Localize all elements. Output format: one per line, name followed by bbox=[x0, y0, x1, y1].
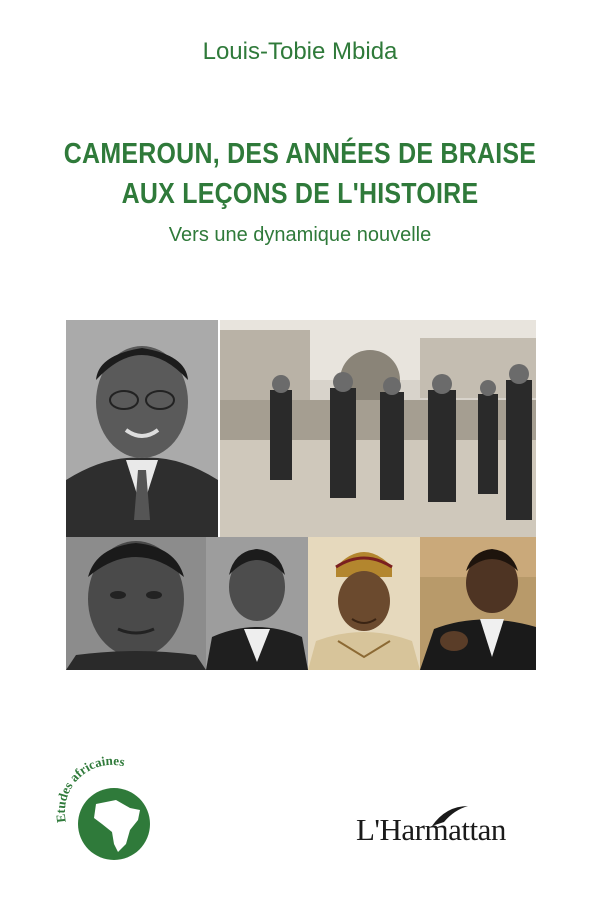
title-line-2: AUX LEÇONS DE L'HISTOIRE bbox=[121, 178, 479, 210]
author-name: Louis-Tobie Mbida bbox=[202, 38, 398, 65]
series-logo bbox=[56, 748, 168, 860]
publisher-name: L'Harmattan bbox=[356, 812, 506, 847]
portrait-photo-bottom-3 bbox=[308, 537, 420, 670]
quill-icon bbox=[430, 804, 470, 828]
book-subtitle: Vers une dynamique nouvelle bbox=[168, 224, 432, 246]
portrait-photo-bottom-2 bbox=[206, 537, 308, 670]
africa-map-icon bbox=[56, 748, 168, 860]
parade-photo bbox=[220, 320, 536, 537]
portrait-photo-bottom-4 bbox=[420, 537, 536, 670]
portrait-photo-bottom-1 bbox=[66, 537, 206, 670]
title-line-1: CAMEROUN, DES ANNÉES DE BRAISE bbox=[63, 138, 537, 170]
portrait-photo-top-left bbox=[66, 320, 218, 537]
series-logo-text: des africaines bbox=[56, 752, 127, 803]
